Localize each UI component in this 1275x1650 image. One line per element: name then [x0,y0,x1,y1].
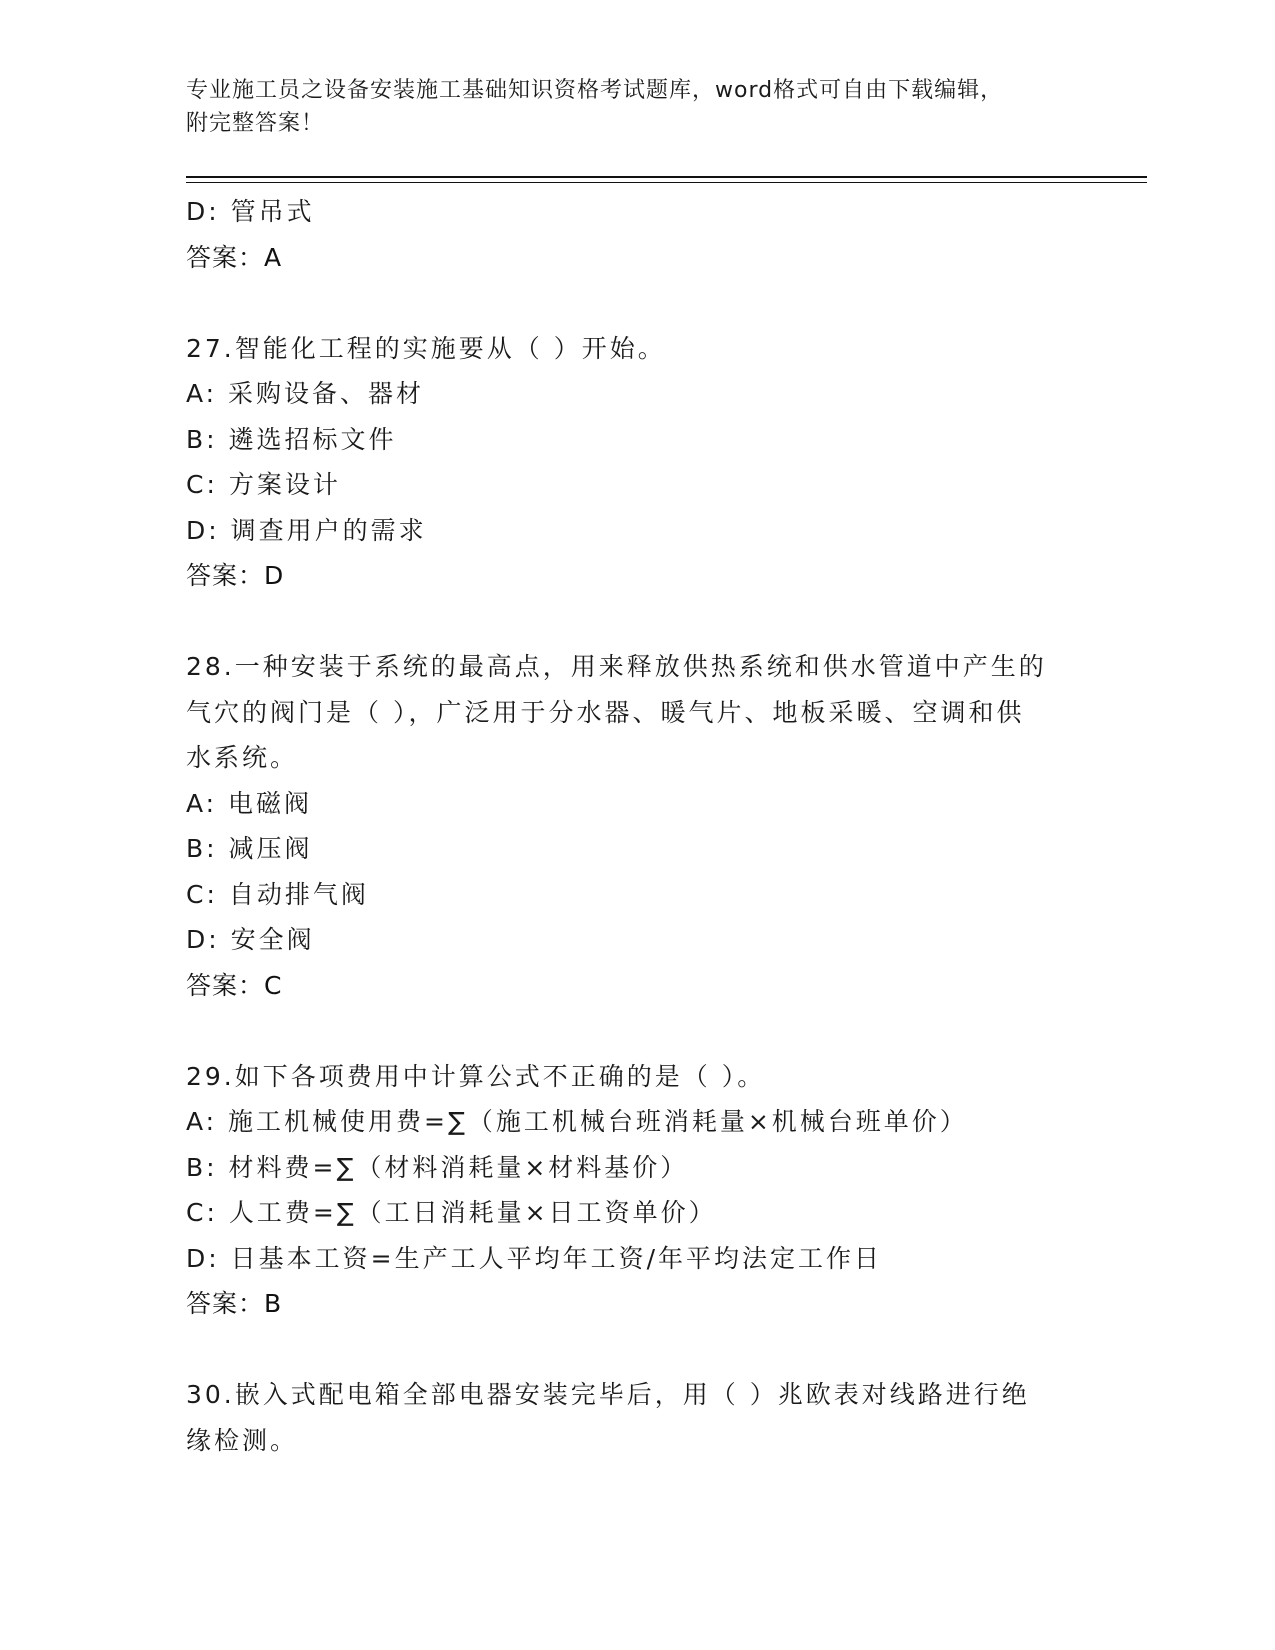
question-27 [186,326,1086,599]
option-c: C: 人工费=∑（工日消耗量×日工资单价） [186,1198,717,1227]
question-30 [186,1372,1086,1463]
header-divider-thin [186,182,1147,183]
option-a: A: 采购设备、器材 [186,379,425,408]
option-d: D: 安全阀 [186,925,315,954]
question-text-line: 水系统。 [186,743,299,772]
question-28 [186,644,1086,1008]
spacer [186,280,1086,326]
option-c: C: 方案设计 [186,470,341,499]
question-text-line: 缘检测。 [186,1425,299,1455]
question-29 [186,1054,1086,1327]
answer-line: 答案：B [186,1289,283,1318]
option-a: A: 电磁阀 [186,788,313,818]
option-c: C: 自动排气阀 [186,879,369,909]
option-a: A: 施工机械使用费=∑（施工机械台班消耗量×机械台班单价） [186,1107,968,1136]
option-b: B: 材料费=∑（材料消耗量×材料基价） [186,1152,689,1182]
question-26-tail [186,189,1086,280]
spacer [186,1327,1086,1373]
spacer [186,1008,1086,1054]
option-b: B: 遴选招标文件 [186,424,397,454]
answer-line: 答案：D [186,561,285,590]
question-text [186,1372,1086,1463]
header-line-2: 附完整答案！ [186,111,325,136]
question-text-line: 28.一种安装于系统的最高点，用来释放供热系统和供水管道中产生的 [186,652,1047,681]
question-text-line: 30.嵌入式配电箱全部电器安装完毕后，用（ ）兆欧表对线路进行绝 [186,1380,1030,1409]
option-d: D: 管吊式 [186,197,315,226]
question-list [186,189,1086,1463]
question-text: 27.智能化工程的实施要从（ ）开始。 [186,333,666,363]
spacer [186,599,1086,645]
option-d: D: 日基本工资=生产工人平均年工资/年平均法定工作日 [186,1243,882,1273]
document-header [186,74,1066,140]
question-text-line: 气穴的阀门是（ ），广泛用于分水器、暖气片、地板采暖、空调和供 [186,697,1025,727]
answer-line: 答案：A [186,242,283,272]
question-text: 29.如下各项费用中计算公式不正确的是（ ）。 [186,1061,766,1091]
question-text [186,644,1086,781]
option-b: B: 减压阀 [186,834,313,863]
answer-line: 答案：C [186,970,283,1000]
header-divider-thick [186,176,1147,178]
option-d: D: 调查用户的需求 [186,515,427,545]
header-line-1: 专业施工员之设备安装施工基础知识资格考试题库，word格式可自由下载编辑， [186,78,1004,103]
